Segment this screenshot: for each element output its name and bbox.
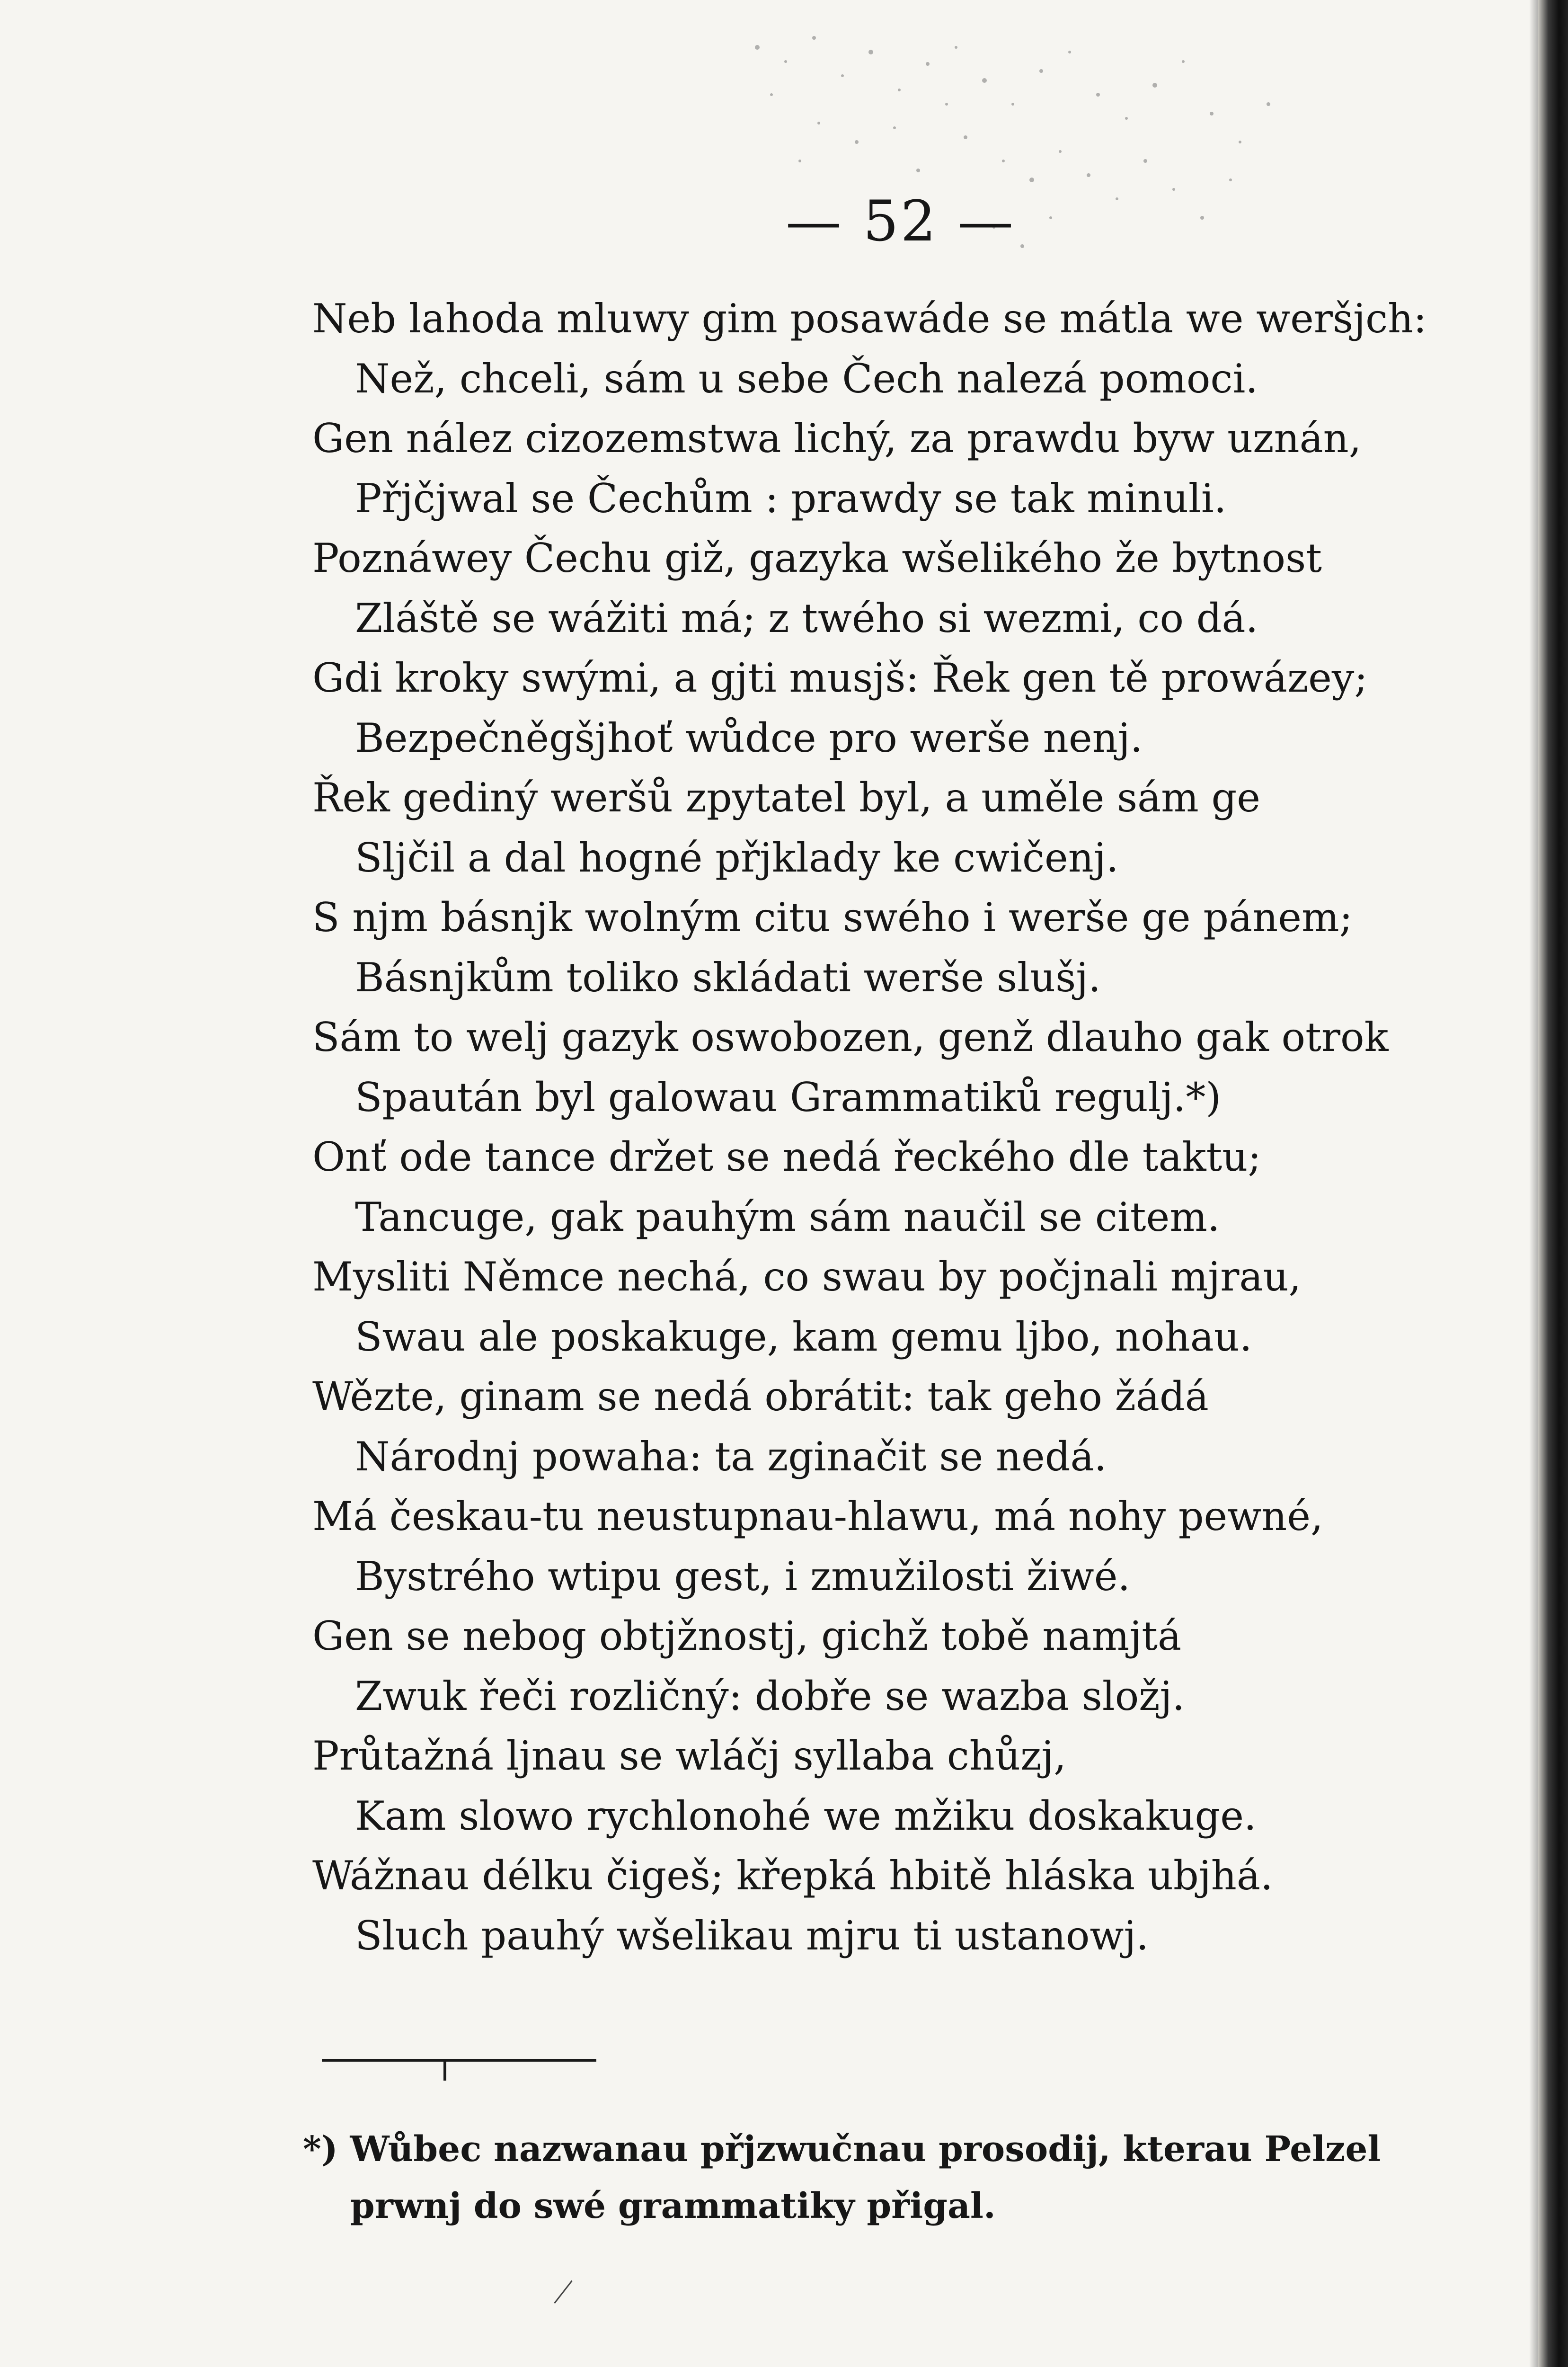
verse-line: Wězte, ginam se nedá obrátit: tak geho žádá [312,1373,1209,1420]
verse-line: Sljčil a dal hogné přjklady ke cwičenj. [355,834,1119,881]
stray-pencil-mark [554,2280,572,2304]
verse-line: Sluch pauhý wšelikau mjru ti ustanowj. [355,1912,1149,1959]
verse-line: Poznáwey Čechu giž, gazyka wšelikého že bytnost [312,535,1322,581]
footnote-separator [322,2059,596,2062]
verse-line: Gdi kroky swými, a gjti musjš: Řek gen tě prowázey; [312,655,1368,701]
verse-line: Průtažná ljnau se wláčj syllaba chůzj, [312,1733,1066,1779]
verse-line: Tancuge, gak pauhým sám naučil se citem. [355,1193,1220,1240]
verse-line: Gen nález cizozemstwa lichý, za prawdu byw uznán, [312,415,1362,462]
verse-line: Než, chceli, sám u sebe Čech nalezá pomoci. [355,355,1258,402]
verse-line: Sám to welj gazyk oswobozen, genž dlauho gak otrok [312,1014,1389,1060]
verse-line: Bezpečněgšjhoť wůdce pro werše nenj. [355,714,1143,761]
verse-line: Kam slowo rychlonohé we mžiku doskakuge. [355,1792,1257,1839]
page-gutter-shadow [1529,0,1538,2367]
footnote-line: prwnj do swé grammatiky přigal. [350,2186,996,2226]
verse-line: Swau ale poskakuge, kam gemu ljbo, nohau. [355,1313,1252,1360]
verse-line: Gen se nebog obtjžnostj, gichž tobě namjtá [312,1613,1182,1659]
verse-line: Wážnau délku čigeš; křepká hbitě hláska ubjhá. [312,1852,1273,1899]
poem-verses [312,289,1496,1966]
footnote-line: *) Wůbec nazwanau přjzwučnau prosodij, kterau Pelzel [303,2129,1381,2170]
page-number: — 52 — [786,188,1016,254]
verse-line: Zwuk řeči rozličný: dobře se wazba složj. [355,1673,1185,1719]
verse-line: Řek gediný weršů zpytatel byl, a uměle sám ge [312,774,1260,821]
verse-line: Mysliti Němce nechá, co swau by počjnali mjrau, [312,1254,1302,1300]
verse-line: Národnj powaha: ta zginačit se nedá. [355,1433,1107,1480]
verse-line: Bystrého wtipu gest, i zmužilosti žiwé. [355,1553,1131,1600]
verse-line: Onť ode tance držet se nedá řeckého dle taktu; [312,1134,1261,1180]
verse-line: Spaután byl galowau Grammatiků regulj.*) [355,1074,1222,1121]
verse-line: S njm básnjk wolným citu swého i werše ge pánem; [312,894,1353,941]
verse-line: Má českau-tu neustupnau-hlawu, má nohy pewné, [312,1493,1323,1539]
verse-line: Přjčjwal se Čechům : prawdy se tak minuli. [355,475,1227,522]
separator-tick [443,2062,446,2081]
book-spine-edge [1538,0,1568,2367]
verse-line: Neb lahoda mluwy gim posawáde se mátla we weršjch: [312,295,1427,342]
verse-line: Básnjkům toliko skládati werše slušj. [355,954,1101,1001]
verse-line: Zláště se wážiti má; z twého si wezmi, co dá. [355,595,1258,641]
footnote [303,2121,1515,2234]
